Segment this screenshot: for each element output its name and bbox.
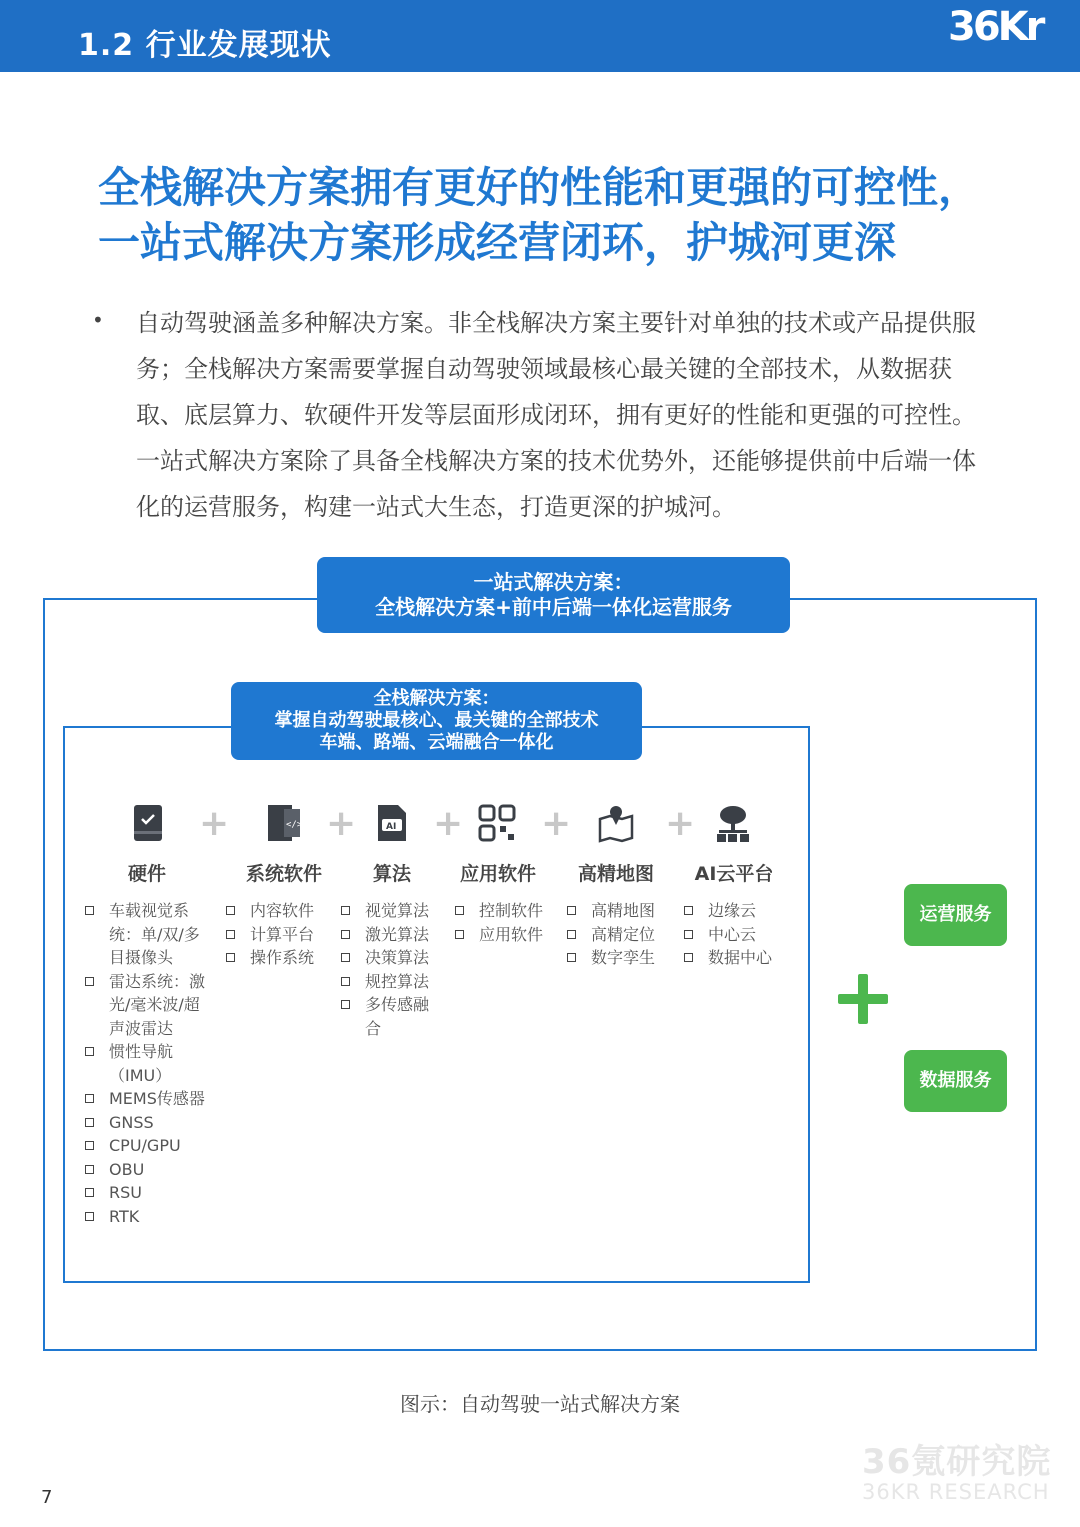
category-title-system-software: 系统软件: [245, 863, 322, 885]
bullet-text: 自动驾驶涵盖多种解决方案。非全栈解决方案主要针对单独的技术或产品提供服务；全栈解决方案需要掌握自动驾驶领域最核心最关键的全部技术，从数据获取、底层算力、软硬件开发等层面形成闭环，拥有更好的性能和更强的可控性。一站式解决方案除了具备全栈解决方案的技术优势外，还能够提供前中后端一体化的运营服务，构建一站式大生态，打造更深的护城河。: [136, 309, 976, 521]
list-item: 操作系统: [226, 946, 336, 970]
full-stack-solution-label: [231, 682, 642, 760]
header-bar: [0, 0, 1080, 72]
list-item: 激光算法: [341, 923, 436, 947]
ai-cloud-list: [684, 899, 794, 970]
list-item: 决策算法: [341, 946, 436, 970]
list-item: RSU: [85, 1181, 215, 1205]
svg-text:36Kr: 36Kr: [948, 4, 1043, 50]
list-item: 计算平台: [226, 923, 336, 947]
list-item: 车载视觉系统：单/双/多目摄像头: [85, 899, 215, 970]
category-title-hardware: 硬件: [127, 863, 166, 885]
watermark-en: 36KR RESEARCH: [862, 1480, 1050, 1504]
headline: [98, 160, 1028, 270]
list-item: 控制软件: [455, 899, 560, 923]
map-pin-icon: [596, 803, 636, 843]
logo-36kr: [940, 0, 1080, 72]
category-title-hd-map: 高精地图: [577, 863, 654, 885]
watermark-cn: 36氪研究院: [862, 1442, 1052, 1482]
list-item: 多传感融合: [341, 993, 436, 1040]
green-plus-icon: [836, 972, 890, 1026]
list-item: MEMS传感器: [85, 1087, 215, 1111]
list-item: RTK: [85, 1205, 215, 1229]
list-item: 中心云: [684, 923, 794, 947]
list-item: 视觉算法: [341, 899, 436, 923]
list-item: 高精地图: [567, 899, 677, 923]
software-code-icon: [264, 803, 304, 843]
algorithm-list: [341, 899, 436, 1040]
hardware-disk-icon: [128, 803, 168, 843]
category-title-app-software: 应用软件: [459, 863, 536, 885]
page-number: 7: [41, 1487, 53, 1508]
outer-label-line-2: 全栈解决方案+前中后端一体化运营服务: [375, 595, 732, 619]
hd-map-list: [567, 899, 677, 970]
app-software-list: [455, 899, 560, 946]
logo-36kr-mark: [940, 0, 1080, 72]
list-item: 数据中心: [684, 946, 794, 970]
plus-separator: +: [326, 803, 357, 844]
plus-separator: +: [665, 803, 696, 844]
plus-separator: +: [433, 803, 464, 844]
list-item: CPU/GPU: [85, 1134, 215, 1158]
inner-label-line-1: 全栈解决方案：: [373, 688, 500, 709]
list-item: GNSS: [85, 1111, 215, 1135]
bullet-marker: •: [92, 308, 104, 332]
svg-text:AI: AI: [386, 822, 397, 832]
category-title-algorithm: 算法: [372, 863, 411, 885]
category-title-ai-cloud: AI云平台: [694, 863, 774, 885]
outer-label-line-1: 一站式解决方案：: [473, 570, 634, 594]
headline-line-1: 全栈解决方案拥有更好的性能和更强的可控性，: [98, 163, 981, 212]
list-item: 高精定位: [567, 923, 677, 947]
hardware-list: [85, 899, 215, 1228]
list-item: 规控算法: [341, 970, 436, 994]
list-item: 雷达系统：激光/毫米波/超声波雷达: [85, 970, 215, 1041]
list-item: 应用软件: [455, 923, 560, 947]
list-item: 数字孪生: [567, 946, 677, 970]
list-item: 边缘云: [684, 899, 794, 923]
ai-file-icon: [372, 803, 412, 843]
svg-text:</>: </>: [286, 820, 303, 830]
plus-separator: +: [199, 803, 230, 844]
list-item: 内容软件: [226, 899, 336, 923]
data-service-badge: 数据服务: [904, 1050, 1007, 1112]
inner-label-line-3: 车端、路端、云端融合一体化: [319, 732, 554, 753]
qr-code-icon: [477, 803, 517, 843]
system-software-list: [226, 899, 336, 970]
list-item: OBU: [85, 1158, 215, 1182]
figure-caption: 图示：自动驾驶一站式解决方案: [400, 1392, 680, 1416]
operation-service-badge: 运营服务: [904, 884, 1007, 946]
plus-separator: +: [541, 803, 572, 844]
cloud-network-icon: [713, 803, 753, 843]
inner-label-line-2: 掌握自动驾驶最核心、最关键的全部技术: [274, 710, 599, 731]
section-title: 1.2 行业发展现状: [78, 28, 332, 63]
one-stop-solution-label: [317, 557, 790, 633]
headline-line-2: 一站式解决方案形成经营闭环，护城河更深: [98, 218, 897, 267]
list-item: 惯性导航（IMU）: [85, 1040, 215, 1087]
